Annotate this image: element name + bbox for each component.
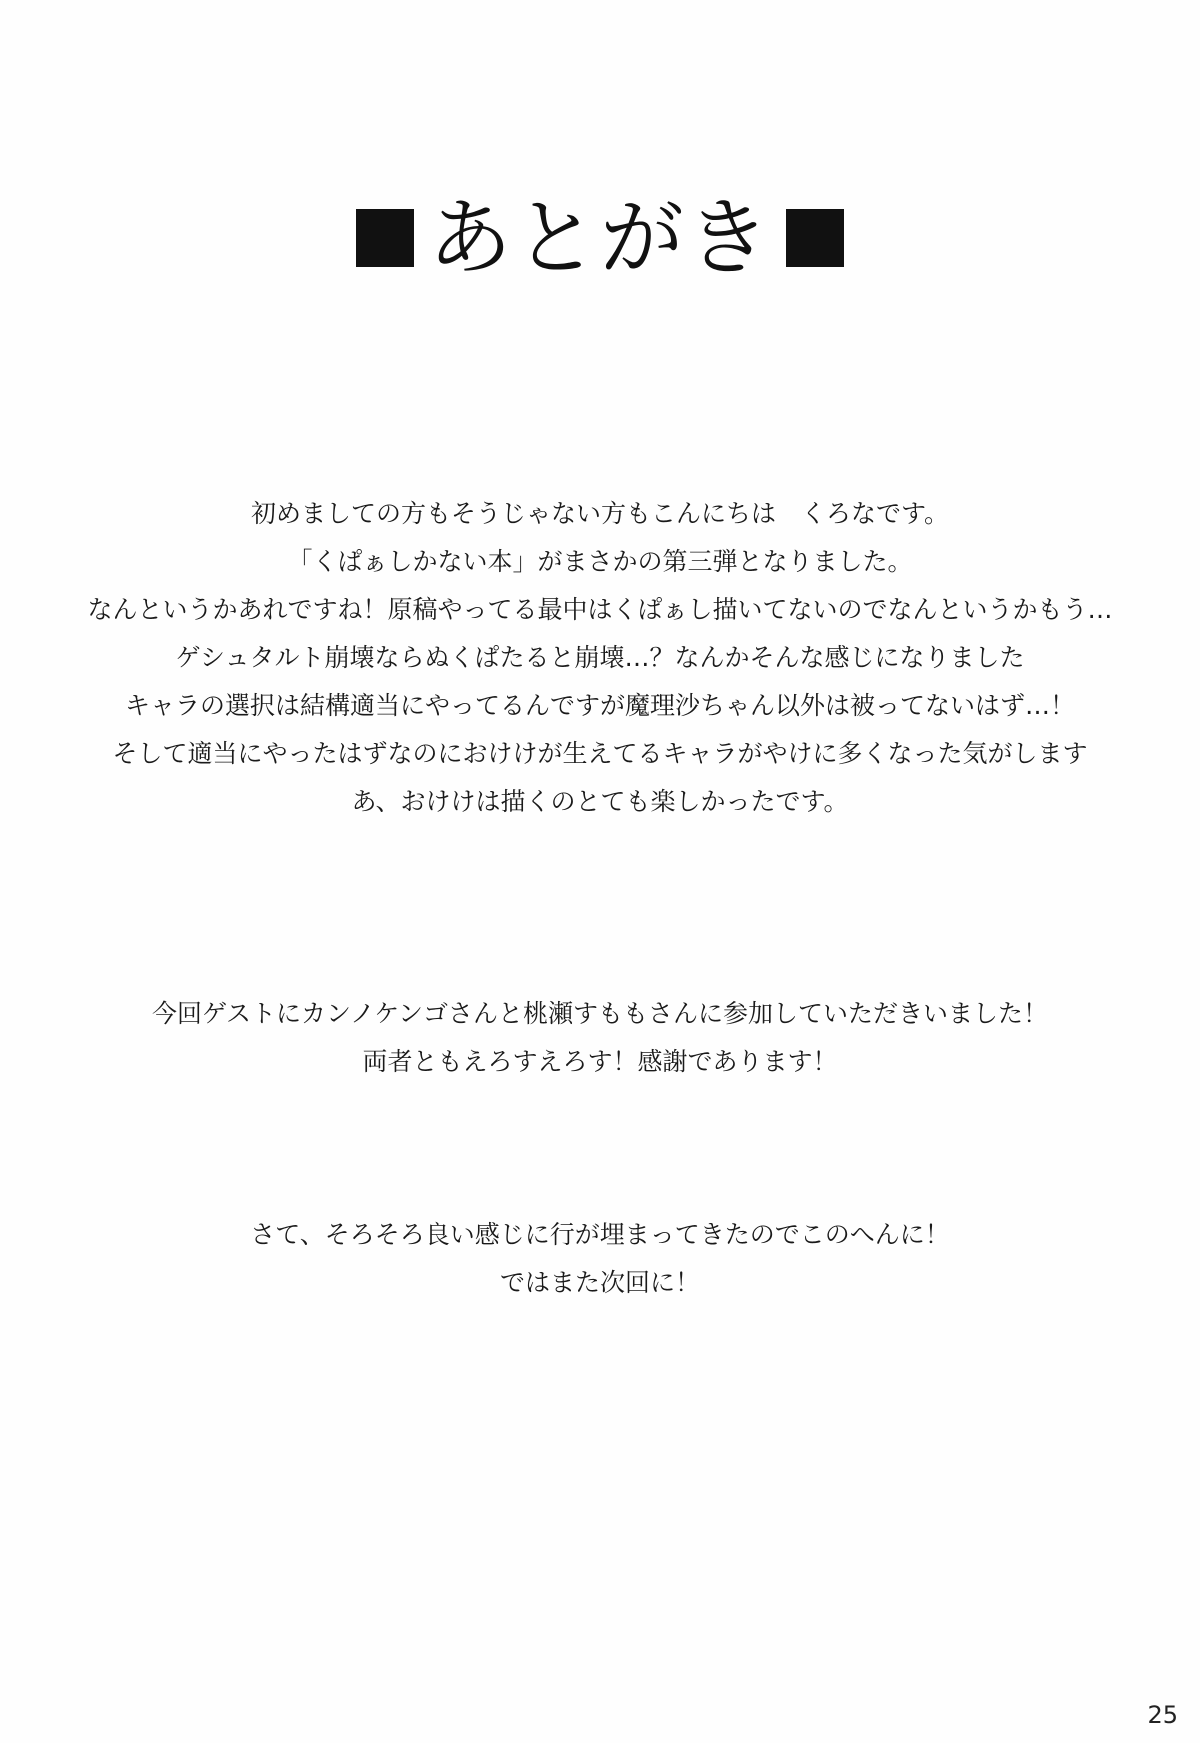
text-line: 「くぱぁしかない本」がまさかの第三弾となりました。 [287, 547, 913, 576]
text-line: さて、そろそろ良い感じに行が埋まってきたのでこのへんに！ [250, 1220, 950, 1249]
black-square-icon [786, 209, 844, 267]
page-title [0, 188, 1200, 288]
text-line: ではまた次回に！ [499, 1268, 700, 1297]
text-line: 初めましての方もそうじゃない方もこんにちは くろなです。 [250, 499, 949, 528]
paragraph-guests [0, 990, 1200, 1086]
text-line: そして適当にやったはずなのにおけけが生えてるキャラがやけに多くなった気がします [112, 739, 1088, 768]
text-line: キャラの選択は結構適当にやってるんですが魔理沙ちゃん以外は被ってないはず…！ [124, 691, 1075, 720]
black-square-icon [356, 209, 414, 267]
paragraph-closing [0, 1211, 1200, 1307]
page-title-text: あとがき [427, 189, 772, 287]
text-line: 両者ともえろすえろす！感謝であります！ [362, 1047, 838, 1076]
text-line: あ、おけけは描くのとても楽しかったです。 [351, 787, 849, 816]
paragraph-greeting [0, 490, 1200, 826]
text-line: 今回ゲストにカンノケンゴさんと桃瀬すももさんに参加していただきいました！ [151, 999, 1048, 1028]
text-line: ゲシュタルト崩壊ならぬくぱたると崩壊…？なんかそんな感じになりました [175, 643, 1025, 672]
page-number: 25 [1147, 1701, 1178, 1729]
text-line: なんというかあれですね！原稿やってる最中はくぱぁし描いてないのでなんというかもう… [87, 595, 1113, 624]
